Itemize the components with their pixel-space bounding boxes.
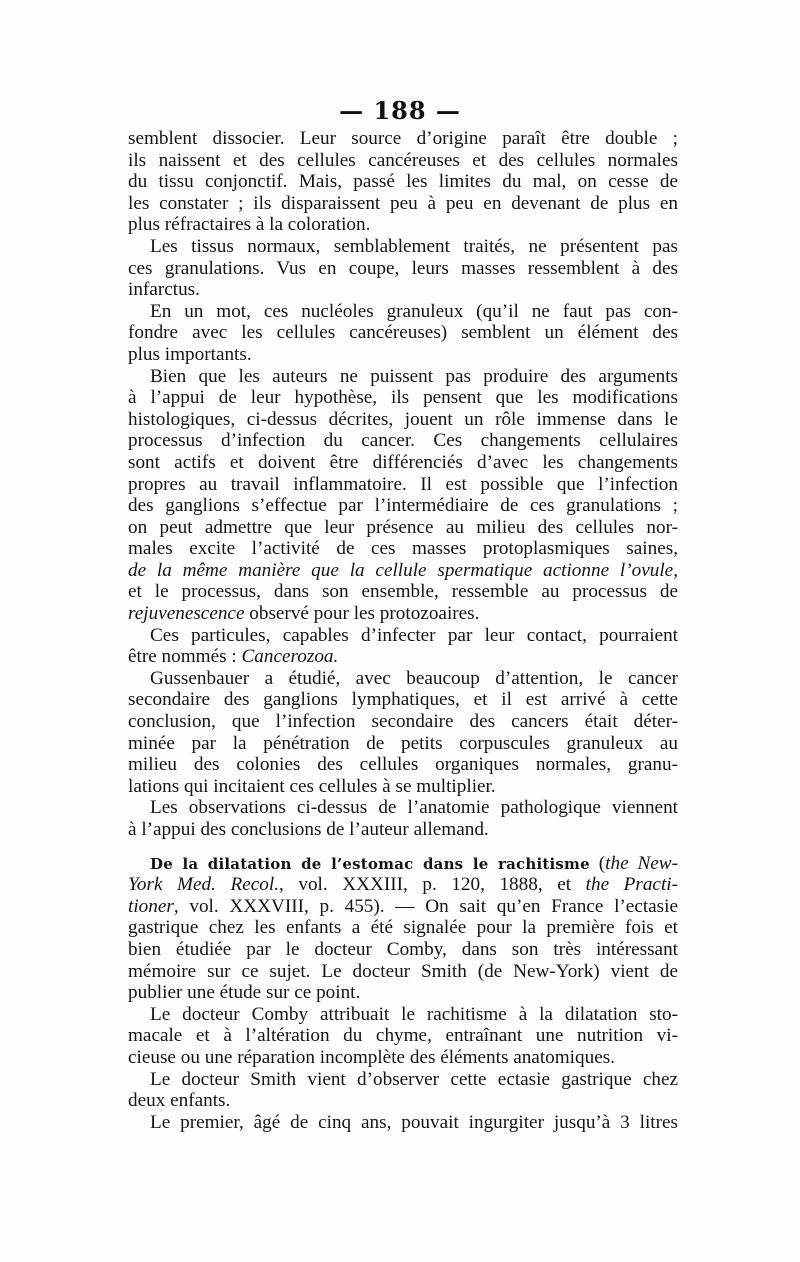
section-gap [128,841,678,853]
text-fragment: processus d’infection du cancer. Ces changements cellulaires [128,430,678,452]
text-line [128,366,678,388]
text-fragment: Gussenbauer a étudié, avec beaucoup d’attention, le cancer [150,667,678,689]
text-line [128,236,678,258]
text-line [128,754,678,776]
text-line [128,538,678,560]
text-fragment: ( [589,852,606,874]
paragraph [128,128,678,236]
text-line [128,625,678,647]
text-line [128,1004,678,1026]
paragraph [128,301,678,366]
text-line [128,939,678,961]
text-fragment: les constater ; ils disparaissent peu à peu en devenant de plus en [128,192,678,214]
paragraph [128,625,678,668]
text-fragment: mémoire sur ce sujet. Le docteur Smith (de New-York) vient de [128,960,678,982]
text-fragment: Les tissus normaux, semblablement traités, ne présentent pas [150,235,678,257]
text-line [128,387,678,409]
italic-text: Cancerozoa. [241,646,339,668]
text-fragment: , vol. XXXVIII, p. 455). — On sait qu’en France l’ectasie [173,895,678,917]
text-fragment: secondaire des ganglions lymphatiques, et il est arrivé à cette [128,689,678,711]
text-line [128,646,678,668]
text-line [128,171,678,193]
text-line [128,896,678,918]
text-fragment: infarctus. [128,279,200,301]
text-line [128,344,678,366]
text-line [128,128,678,150]
text-fragment: sont actifs et doivent être différenciés d’avec les changements [128,451,678,473]
text-fragment: à l’appui de leur hypothèse, ils pensent que les modifications [128,387,678,409]
italic-text: York Med. Recol. [128,874,279,896]
text-fragment: être nommés : [128,646,242,668]
page-number: — 188 — [339,96,461,125]
text-line [128,193,678,215]
text-fragment: , vol. XXXIII, p. 120, 1888, et [279,874,586,896]
section-heading: De la dilatation de l’estomac dans le rachitisme [150,854,590,873]
text-line [128,581,678,603]
text-line [128,819,678,841]
text-fragment: observé pour les protozoaires. [244,603,480,625]
text-line [128,517,678,539]
text-fragment: publier une étude sur ce point. [128,982,361,1004]
text-line [128,495,678,517]
italic-text: de la même manière que la cellule spermatique actionne l’ovule, [128,559,678,581]
text-fragment: gastrique chez les enfants a été signalée pour la première fois et [128,917,678,939]
text-fragment: Le docteur Smith vient d’observer cette ectasie gastrique chez [150,1068,678,1090]
text-line [128,797,678,819]
text-fragment: plus importants. [128,343,252,365]
paragraph [128,1069,678,1112]
text-fragment: Le premier, âgé de cinq ans, pouvait ingurgiter jusqu’à 3 litres [150,1111,678,1133]
text-fragment: semblent dissocier. Leur source d’origine paraît être double ; [128,128,678,149]
text-line [128,322,678,344]
text-fragment: minée par la pénétration de petits corpuscules granuleux au [128,732,678,754]
text-fragment: ils naissent et des cellules cancéreuses et des cellules normales [128,149,678,171]
text-line [128,1025,678,1047]
text-line [128,1047,678,1069]
text-line [128,1112,678,1134]
text-fragment: milieu des colonies des cellules organiques normales, granu- [128,754,678,776]
text-line [128,961,678,983]
text-fragment: bien étudiée par le docteur Comby, dans son très intéressant [128,938,678,960]
text-line [128,874,678,896]
text-fragment: du tissu conjonctif. Mais, passé les limites du mal, on cesse de [128,171,678,193]
text-line [128,430,678,452]
paragraph [128,668,678,798]
text-line [128,982,678,1004]
text-line [128,301,678,323]
text-line [128,668,678,690]
text-fragment: Bien que les auteurs ne puissent pas produire des arguments [150,365,678,387]
text-fragment: males excite l’activité de ces masses protoplasmiques saines, [128,538,678,560]
text-line [128,1090,678,1112]
text-fragment: on peut admettre que leur présence au milieu des cellules nor- [128,516,678,538]
text-fragment: propres au travail inflammatoire. Il est possible que l’infection [128,473,678,495]
text-fragment: fondre avec les cellules cancéreuses) semblent un élément des [128,322,678,344]
paragraph [128,236,678,301]
text-fragment: à l’appui des conclusions de l’auteur allemand. [128,819,489,840]
paragraph [128,797,678,840]
text-line [128,917,678,939]
text-line [128,258,678,280]
body-text [128,128,678,1133]
paragraph [128,1112,678,1134]
text-line [128,603,678,625]
text-fragment: macale et à l’altération du chyme, entraînant une nutrition vi- [128,1025,678,1047]
text-fragment: Ces particules, capables d’infecter par leur contact, pourraient [150,624,678,646]
text-fragment: des ganglions s’effectue par l’intermédiaire de ces granulations ; [128,495,678,517]
paragraph [128,366,678,625]
text-line [128,409,678,431]
text-fragment: et le processus, dans son ensemble, ressemble au processus de [128,581,678,603]
text-line [128,733,678,755]
text-fragment: conclusion, que l’infection secondaire des cancers était déter- [128,711,678,733]
paragraph [128,853,678,1004]
text-line [128,214,678,236]
text-fragment: Les observations ci-dessus de l’anatomie pathologique viennent [150,797,678,819]
text-line [128,689,678,711]
text-line [128,776,678,798]
italic-text: rejuvenescence [128,603,245,625]
text-line [128,1069,678,1091]
text-line [128,150,678,172]
italic-text: the Practi- [585,874,679,896]
italic-text: tioner [128,895,174,917]
text-line [128,853,678,875]
text-line [128,711,678,733]
text-fragment: Le docteur Comby attribuait le rachitisme à la dilatation sto- [150,1003,678,1025]
italic-text: the New- [605,852,678,874]
text-fragment: cieuse ou une réparation incomplète des éléments anatomiques. [128,1046,615,1068]
text-fragment: ces granulations. Vus en coupe, leurs masses ressemblent à des [128,257,678,279]
text-fragment: histologiques, ci-dessus décrites, jouent un rôle immense dans le [128,408,678,430]
text-fragment: plus réfractaires à la coloration. [128,214,371,236]
text-fragment: lations qui incitaient ces cellules à se multiplier. [128,775,496,797]
paragraph [128,1004,678,1069]
text-fragment: deux enfants. [128,1090,231,1112]
text-line [128,474,678,496]
text-line [128,560,678,582]
text-line [128,452,678,474]
text-fragment: En un mot, ces nucléoles granuleux (qu’il ne faut pas con- [150,300,678,322]
text-line [128,279,678,301]
